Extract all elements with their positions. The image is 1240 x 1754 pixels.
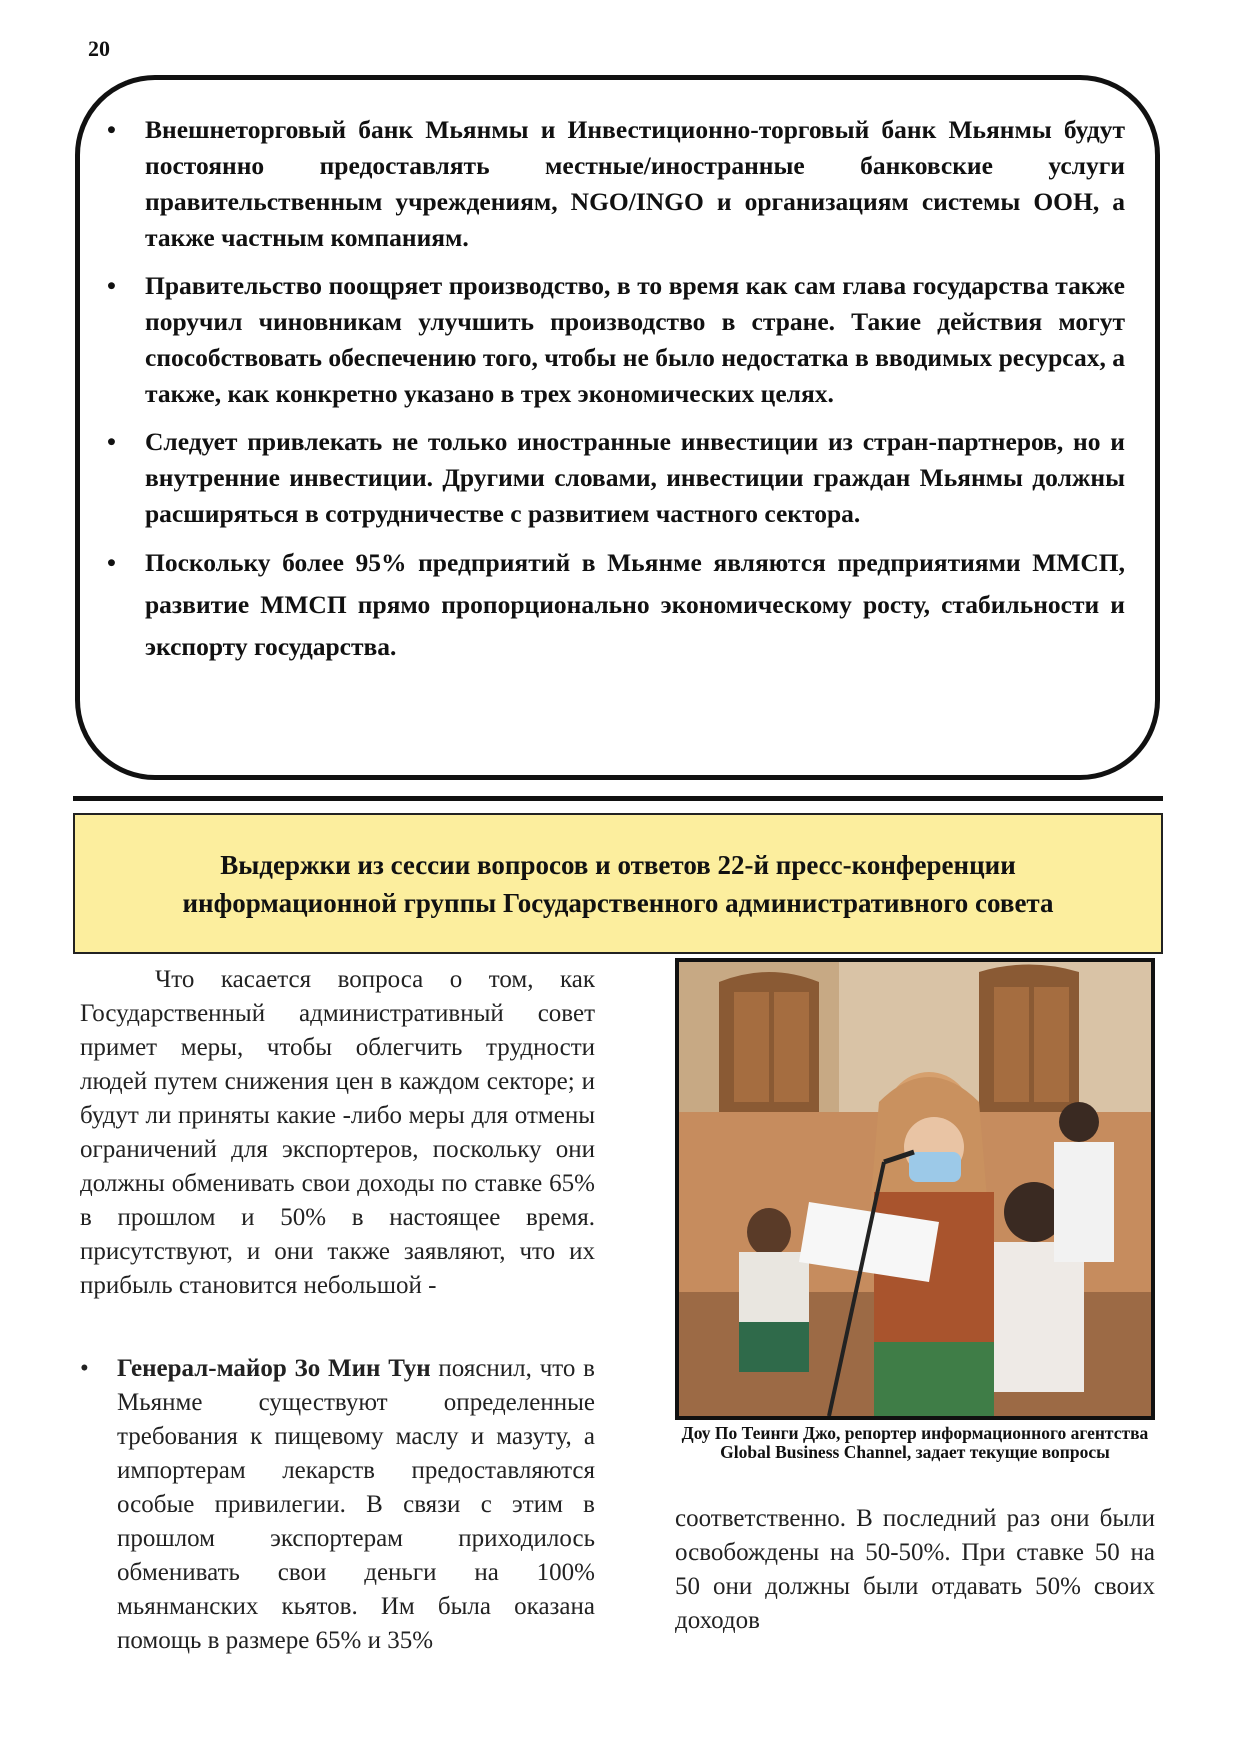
question-paragraph xyxy=(80,963,595,1303)
reporter-photo xyxy=(675,958,1155,1420)
answer-text: пояснил, что в Мьянме существуют определенные требования к пищевому маслу и мазуту, а импортерам лекарств предоставляются особые привилегии. В связи с этим в прошлом экспортерам приходилось обменивать свои деньги на 100% мьянманских кьятов. Им была оказана помощь в размере 65% и 35% xyxy=(117,1355,595,1654)
bullet-marker: • xyxy=(107,115,116,144)
photo-caption: Доу По Теинги Джо, репортер информационного агентства Global Business Channel, задает текущие вопросы xyxy=(681,1423,1149,1462)
speaker-name: Генерал-майор Зо Мин Тун xyxy=(117,1355,431,1382)
bullet-marker: • xyxy=(107,271,116,300)
continued-paragraph: соответственно. В последний раз они были освобождены на 50-50%. При ставке 50 на 50 они должны были отдавать 50% своих доходов xyxy=(675,1505,1155,1634)
bullet-marker: • xyxy=(107,427,116,456)
page-number: 20 xyxy=(88,36,110,61)
bullet-text: Поскольку более 95% предприятий в Мьянме являются предприятиями ММСП, развитие ММСП прямо пропорционально экономическому росту, стабильности и экспорту государства. xyxy=(145,548,1125,661)
bullet-item xyxy=(105,112,1125,256)
answer-paragraph xyxy=(80,1352,595,1658)
headline-line-2: информационной группы Государственного административного совета xyxy=(182,887,1054,918)
bullet-text: Правительство поощряет производство, в то время как сам глава государства также поручил чиновникам улучшить производство в стране. Такие действия могут способствовать обеспечению того, чтобы не было недостатка в вводимых ресурсах, а также, как конкретно указано в трех экономических целях. xyxy=(145,271,1125,408)
bullet-marker: • xyxy=(107,548,116,577)
headline-line-1: Выдержки из сессии вопросов и ответов 22-й пресс-конференции xyxy=(220,849,1016,880)
bullet-text: Внешнеторговый банк Мьянмы и Инвестиционно-торговый банк Мьянмы будут постоянно предоставлять местные/иностранные банковские услуги правительственным учреждениям, NGO/INGO и организациям системы ООН, а также частным компаниям. xyxy=(145,115,1125,252)
question-text: Что касается вопроса о том, как Государственный административный совет примет меры, чтобы облегчить трудности людей путем снижения цен в каждом секторе; и будут ли приняты какие -либо меры для отмены ограничений для экспортеров, поскольку они должны обменивать свои доходы по ставке 65% в прошлом и 50% в настоящее время. присутствуют, и они также заявляют, что их прибыль становится небольшой - xyxy=(80,966,595,1299)
section-divider xyxy=(73,796,1163,801)
bullet-item xyxy=(105,268,1125,412)
bullet-item xyxy=(105,542,1125,668)
key-points-list xyxy=(105,112,1125,680)
section-headline xyxy=(73,813,1163,954)
bullet-item xyxy=(105,424,1125,532)
bullet-text: Следует привлекать не только иностранные инвестиции из стран-партнеров, но и внутренние инвестиции. Другими словами, инвестиции граждан Мьянмы должны расширяться в сотрудничестве с развитием частного сектора. xyxy=(145,427,1125,528)
bullet-marker: • xyxy=(80,1355,89,1382)
